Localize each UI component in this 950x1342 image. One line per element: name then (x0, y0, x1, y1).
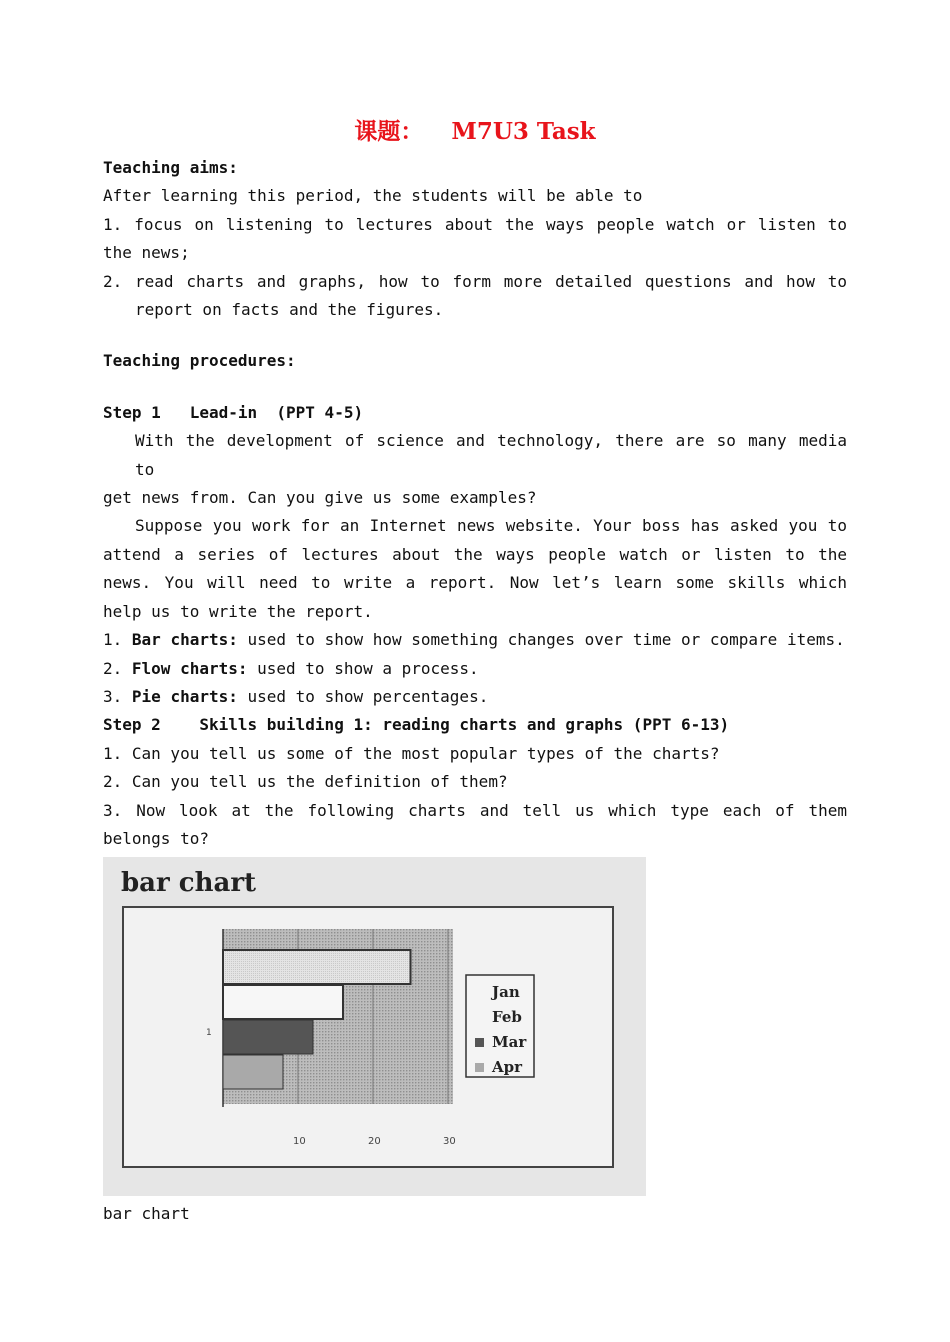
step2-question-3-cont: belongs to? (103, 828, 209, 848)
bar-chart-image (103, 857, 646, 1196)
step1-paragraph-1-cont: get news from. Can you give us some examples? (103, 488, 537, 508)
chart-type-item: 3. Pie charts: used to show percentages. (103, 686, 489, 706)
legend-label: Mar (492, 1033, 527, 1052)
step1-paragraph-1: With the development of science and technology, there are so many media to (135, 431, 847, 479)
step1-paragraph-2: Suppose you work for an Internet news website. Your boss has asked you to (135, 516, 847, 536)
step1-paragraph-2-l3: news. You will need to write a report. Now let’s learn some skills which (103, 573, 847, 593)
chart-type-term: Flow charts: (131, 658, 248, 678)
chart-type-desc: used to show a process. (247, 658, 479, 678)
bar (223, 950, 411, 984)
title-prefix: 课题： (354, 118, 424, 145)
chart-type-term: Bar charts: (131, 630, 238, 650)
aims-item-1-cont: the news; (103, 243, 190, 263)
chart-caption: bar chart (103, 1204, 190, 1224)
x-tick-label: 10 (293, 1136, 306, 1148)
chart-title: bar chart (121, 868, 257, 899)
chart-type-item: 1. Bar charts: used to show how something changes over time or compare items. (103, 630, 845, 650)
bar (223, 1055, 283, 1089)
x-tick-label: 30 (443, 1136, 456, 1148)
chart-type-term: Pie charts: (131, 686, 238, 706)
chart-type-desc: used to show percentages. (237, 686, 489, 706)
legend-label: Apr (492, 1058, 523, 1077)
bar (223, 1020, 313, 1054)
legend-label: Jan (492, 983, 520, 1002)
aims-item-2-cont: report on facts and the figures. (135, 300, 444, 320)
document-title (103, 116, 847, 148)
aims-heading: Teaching aims: (103, 158, 238, 177)
aims-item-2: 2. read charts and graphs, how to form more detailed questions and how to (103, 271, 847, 291)
step2-question-2: 2. Can you tell us the definition of them? (103, 772, 508, 792)
aims-item-1: 1. focus on listening to lectures about the ways people watch or listen to (103, 214, 847, 234)
procedures-heading: Teaching procedures: (103, 351, 296, 371)
bar-chart-svg (103, 857, 646, 1196)
aims-intro: After learning this period, the students will be able to (103, 186, 643, 206)
chart-type-item: 2. Flow charts: used to show a process. (103, 658, 479, 678)
legend-swatch (475, 1038, 484, 1047)
step1-heading: Step 1 Lead-in (PPT 4-5) (103, 402, 364, 422)
step2-question-3: 3. Now look at the following charts and tell us which type each of them (103, 800, 847, 820)
document-page (103, 116, 847, 1229)
legend-label: Feb (492, 1008, 522, 1027)
step2-question-1: 1. Can you tell us some of the most popular types of the charts? (103, 743, 720, 763)
x-tick-label: 20 (368, 1136, 381, 1148)
step2-heading: Step 2 Skills building 1: reading charts and graphs (PPT 6-13) (103, 715, 730, 735)
y-axis-label: 1 (206, 1028, 212, 1039)
step1-paragraph-2-l2: attend a series of lectures about the ways people watch or listen to the (103, 544, 847, 564)
bar (223, 985, 343, 1019)
title-text: M7U3 Task (451, 118, 596, 145)
chart-type-desc: used to show how something changes over time or compare items. (237, 630, 845, 650)
legend-swatch (475, 1063, 484, 1072)
step1-paragraph-2-l4: help us to write the report. (103, 601, 373, 621)
